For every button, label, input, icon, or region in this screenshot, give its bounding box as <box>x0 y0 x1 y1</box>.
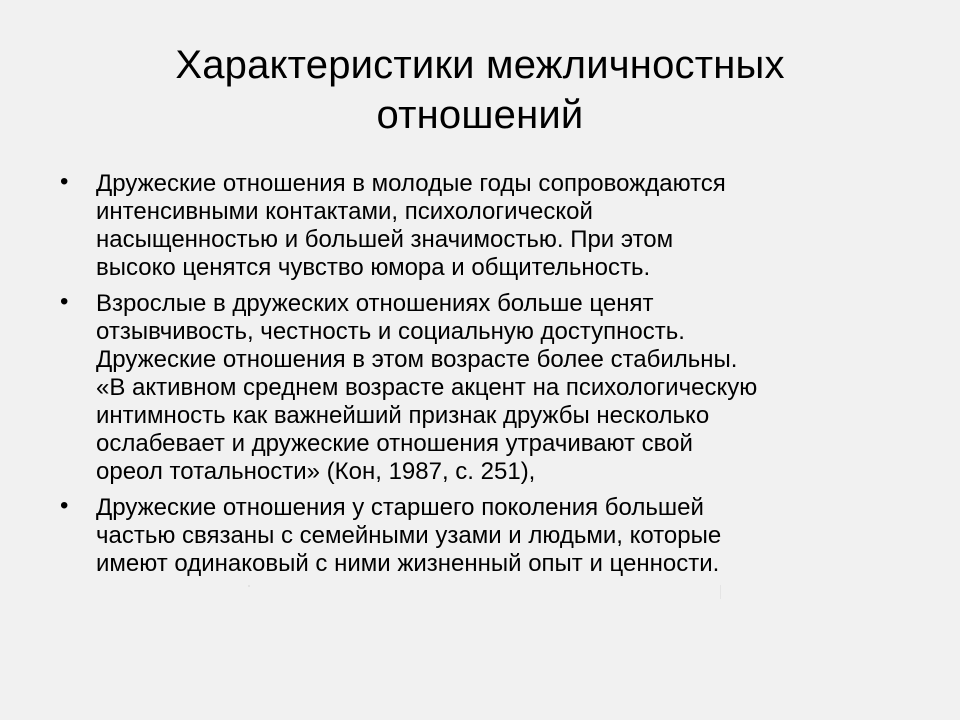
bullet-line: Дружеские отношения в этом возрасте более стабильны. <box>96 346 738 373</box>
bullet-line: отзывчивость, честность и социальную доступность. <box>96 318 685 345</box>
faint-dot <box>248 585 250 587</box>
bullet-line: Взрослые в дружеских отношениях больше ценят <box>96 290 654 317</box>
bullet-line: Дружеские отношения у старшего поколения большей <box>96 494 704 521</box>
bullet-item-adults <box>60 290 920 486</box>
bullet-item-elderly <box>60 494 920 578</box>
slide-title <box>60 40 900 140</box>
bullet-line: насыщенностью и большей значимостью. При этом <box>96 226 674 253</box>
bullet-item-young <box>60 170 920 282</box>
bullet-line: частью связаны с семейными узами и людьми, которые <box>96 522 722 549</box>
bullet-line: ослабевает и дружеские отношения утрачивают свой <box>96 430 693 457</box>
faint-mark <box>720 585 721 599</box>
bullet-line: имеют одинаковый с ними жизненный опыт и ценности. <box>96 550 720 577</box>
bullet-dot-icon: • <box>60 168 69 195</box>
bullet-dot-icon: • <box>60 288 69 315</box>
bullet-line: ореол тотальности» (Кон, 1987, с. 251), <box>96 458 536 485</box>
bullet-line: «В активном среднем возрасте акцент на психологическую <box>96 374 758 401</box>
bullet-line: высоко ценятся чувство юмора и общительность. <box>96 254 651 281</box>
bullet-line: интенсивными контактами, психологической <box>96 198 593 225</box>
bullet-dot-icon: • <box>60 492 69 519</box>
bullet-line: интимность как важнейший признак дружбы несколько <box>96 402 710 429</box>
bullet-list <box>60 170 920 586</box>
slide-title-line-2: отношений <box>376 93 584 137</box>
bullet-line: Дружеские отношения в молодые годы сопровождаются <box>96 170 726 197</box>
slide-title-line-1: Характеристики межличностных <box>175 43 785 87</box>
